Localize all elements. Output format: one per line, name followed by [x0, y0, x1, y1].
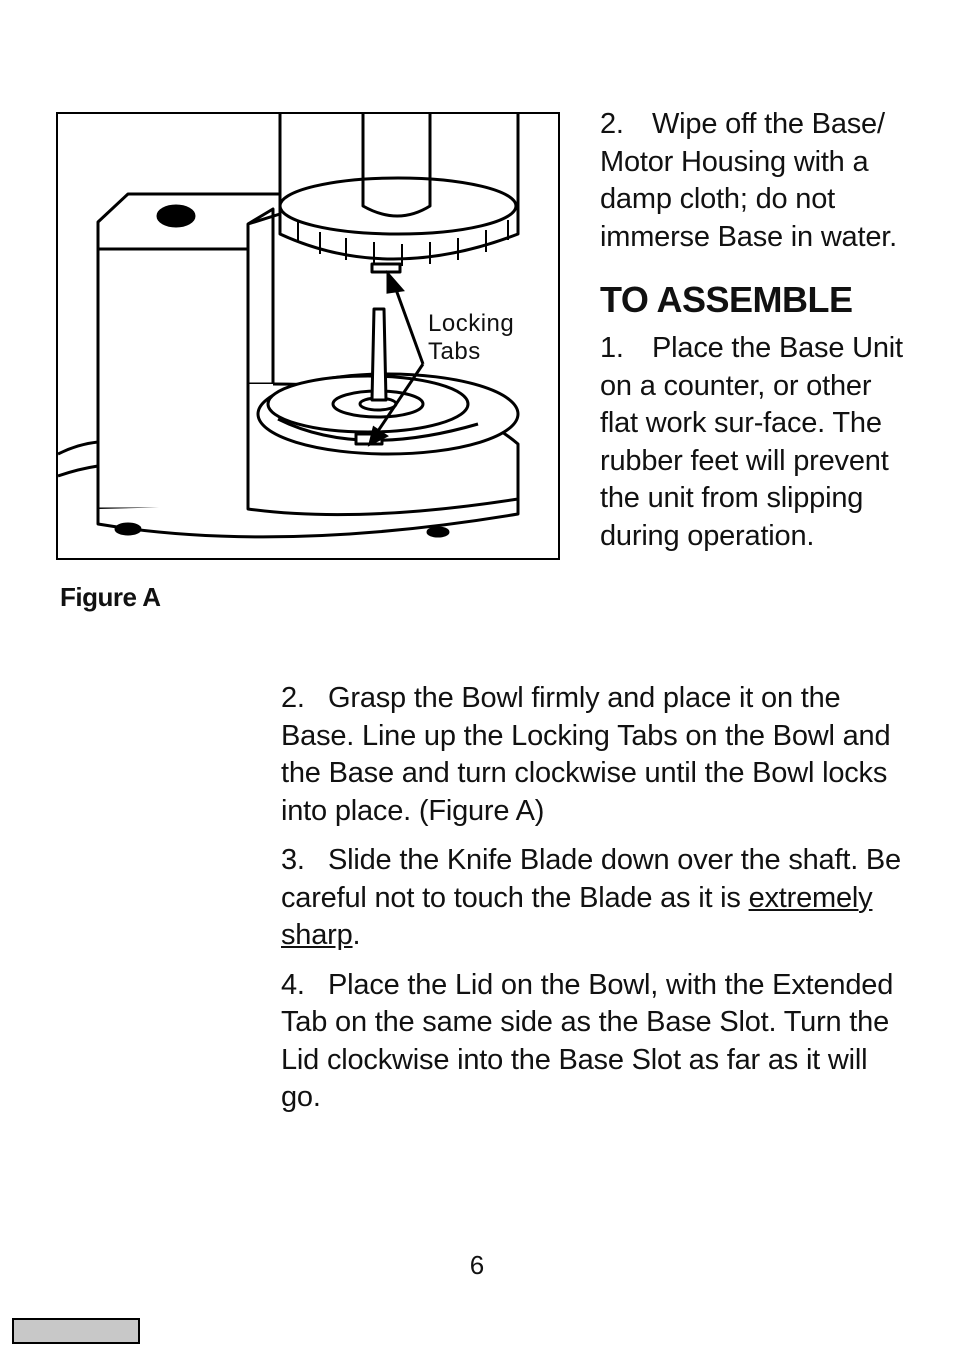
callout-line-2: Tabs: [428, 338, 481, 365]
bowl-locking-tab: [372, 264, 400, 272]
motor-housing-side: [248, 209, 273, 384]
assemble-step-2: [281, 680, 911, 830]
step-number: 4.: [281, 968, 305, 1001]
lower-steps: [281, 680, 911, 1129]
step-text: Place the Base Unit on a counter, or other flat work sur-face. The rubber feet will prevent the unit from slipping during operation.: [600, 332, 903, 552]
step-text: Slide the Knife Blade down over the shaft. Be careful not to touch the Blade as it is: [281, 844, 901, 914]
right-column: [600, 106, 910, 555]
power-button: [158, 206, 194, 226]
step-text: Wipe off the Base/ Motor Housing with a damp cloth; do not immerse Base in water.: [600, 108, 897, 253]
step-number: 3.: [281, 844, 305, 876]
assemble-step-3: [281, 842, 911, 955]
cleaning-step-2: [600, 106, 910, 256]
callout-line-1: Locking: [428, 310, 515, 337]
figure-a-illustration: [56, 112, 560, 560]
power-cord: [58, 442, 98, 476]
section-heading: TO ASSEMBLE: [600, 279, 853, 320]
step-text: Grasp the Bowl firmly and place it on the Base. Line up the Locking Tabs on the Bowl and the Base and turn clockwise until the Bowl locks into place. (Figure A): [281, 682, 891, 827]
locking-tabs-label: [428, 310, 514, 366]
assemble-step-4: [281, 967, 911, 1117]
warning-emphasis: extremely sharp: [281, 881, 873, 951]
motor-housing-front: [98, 249, 248, 509]
step-number: 2.: [600, 108, 624, 140]
figure-caption: Figure A: [60, 582, 161, 612]
callout-arrow-up: [394, 284, 423, 364]
print-registration-bar: [12, 1318, 140, 1344]
step-number: 1.: [600, 332, 624, 364]
rubber-foot: [116, 524, 140, 534]
arrow-head-up: [388, 274, 402, 292]
assemble-step-1: [600, 330, 910, 555]
step-text: Place the Lid on the Bowl, with the Extended Tab on the same side as the Base Slot. Turn the Lid clockwise into the Base Slot as far as it will go.: [281, 968, 894, 1113]
step-text-end: .: [352, 919, 361, 951]
page-number: 6: [469, 1250, 485, 1280]
drive-shaft: [372, 309, 386, 400]
rubber-foot: [428, 528, 448, 536]
step-number: 2.: [281, 682, 305, 714]
